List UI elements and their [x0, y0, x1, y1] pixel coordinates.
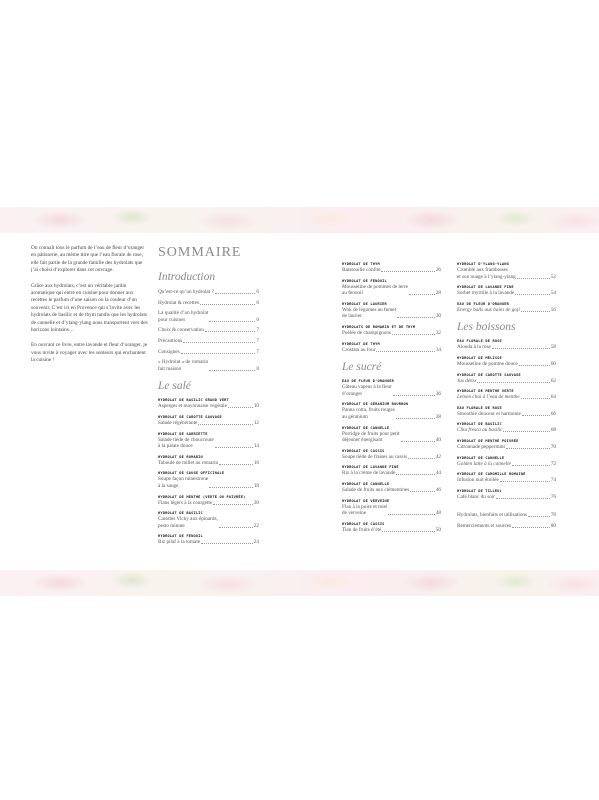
- page-number: 7: [256, 337, 259, 344]
- dot-leader: [393, 395, 435, 396]
- toc-entry: [158, 495, 259, 507]
- recipe-title: Mousseline de pommes de terre au fenouil: [342, 283, 408, 297]
- toc-entry: [342, 499, 441, 517]
- toc-line: [342, 504, 441, 517]
- toc-entry: [457, 456, 556, 468]
- recipe-title: Qu’est-ce qu’un hydrolat ?: [158, 289, 214, 295]
- recipe-title: Riz à la crème de lavande: [342, 470, 396, 477]
- hydrolat-heading: HYDROLAT DE SARRIETTE: [158, 431, 208, 436]
- page-number: 36: [435, 390, 441, 397]
- toc-line: [457, 477, 556, 484]
- recipe-title: Wok de légumes au fumet de laurier: [342, 306, 397, 320]
- hydrolat-heading: EAU FLORALE DE ROSE: [457, 339, 502, 344]
- recipe-title: Salade régénérante: [158, 419, 198, 426]
- page-number: 14: [253, 443, 259, 450]
- toc-line: [457, 290, 556, 297]
- toc-entry: [342, 522, 441, 534]
- hydrolat-heading: HYDROLAT DE LAVANDE FINE: [342, 465, 399, 470]
- toc-line: [158, 310, 259, 323]
- hydrolat-heading: HYDROLAT DE LAVANDE FINE: [457, 285, 514, 290]
- recipe-title: Crumble aux framboises et son nuage à l’ylang-ylang: [457, 267, 516, 280]
- recipe-title: Flan à la poire et miel de verveine: [342, 503, 388, 517]
- toc-line: [342, 347, 441, 354]
- floral-band-top: [0, 207, 599, 233]
- toc-line: [457, 267, 556, 280]
- recipe-title: Choix & conservation: [158, 327, 204, 334]
- page-number: 76: [550, 493, 556, 500]
- toc-line: [342, 487, 441, 494]
- dot-leader: [382, 531, 434, 532]
- page-number: 54: [550, 290, 556, 297]
- toc-line: [457, 444, 556, 451]
- toc-entry: [158, 471, 259, 489]
- toc-line: [457, 494, 556, 501]
- hydrolat-heading: HYDROLAT DE MÉLISSE: [457, 355, 502, 360]
- recipe-title: Smoothie douceur et harmonie: [457, 410, 521, 417]
- toc-line: [158, 349, 259, 356]
- dot-leader: [410, 491, 435, 492]
- dot-leader: [198, 424, 252, 425]
- page-number: 12: [253, 419, 259, 426]
- section-end: [457, 512, 556, 529]
- toc-entry: [342, 379, 441, 397]
- toc-entry: [457, 285, 556, 297]
- recipe-title: Café blanc du soir: [457, 493, 495, 500]
- recipe-title: Soupe façon minestrone à la sauge: [158, 476, 209, 489]
- toc-line: [158, 289, 259, 296]
- hydrolat-heading: HYDROLAT DE THYM: [342, 262, 380, 266]
- toc-line: [457, 427, 556, 434]
- recipe-title: Salade de fruits aux clémentines: [342, 486, 410, 493]
- toc-entry: [457, 472, 556, 484]
- hydrolat-heading: HYDROLAT DE BASILIC: [457, 422, 502, 427]
- dot-leader: [213, 504, 253, 505]
- hydrolat-heading: HYDROLAT D’YLANG-YLANG: [457, 262, 509, 266]
- page-number: 72: [550, 460, 556, 467]
- toc-line: [158, 539, 259, 546]
- toc-line: [158, 338, 259, 345]
- toc-entry: [158, 534, 259, 546]
- recipe-title: Hydrolats, bienfaits et utilisations: [457, 512, 528, 519]
- page-number: 6: [256, 316, 259, 323]
- page-number: 78: [550, 512, 556, 519]
- toc-entry: [342, 325, 441, 337]
- recipe-title: Asperges et mayonnaise végétale: [158, 403, 227, 410]
- toc-line: [342, 384, 441, 397]
- toc-column-3: [457, 262, 556, 538]
- recipe-title: Jus détox: [457, 377, 477, 384]
- page-number: 48: [435, 510, 441, 517]
- toc-line: [342, 527, 441, 534]
- dot-leader: [200, 304, 255, 305]
- section-boissons: [457, 321, 556, 500]
- page-number: 64: [550, 394, 556, 401]
- hydrolat-heading: HYDROLAT DE LAURIER: [342, 301, 387, 306]
- recipe-title: Hydrolat & recettes: [158, 299, 199, 306]
- section-sale: [158, 380, 259, 546]
- hydrolat-heading: HYDROLAT DE GÉRANIUM BOURBON: [342, 402, 409, 407]
- page-number: 30: [435, 313, 441, 320]
- recipe-title: Alouda à la rose: [457, 344, 491, 351]
- dot-leader: [209, 321, 255, 322]
- recipe-title: Crostata au four: [342, 346, 376, 353]
- recipe-title: La qualité d’un hydrolat pour cuisiner: [158, 310, 209, 323]
- hydrolat-heading: HYDROLAT DE CANNELLE: [342, 425, 390, 430]
- dot-leader: [512, 527, 550, 528]
- dot-leader: [392, 334, 435, 335]
- toc-line: [342, 284, 441, 297]
- toc-line: [457, 378, 556, 385]
- recipe-title: Gâteau vapeur à la fleur d’oranger: [342, 384, 392, 397]
- dot-leader: [500, 481, 550, 482]
- hydrolat-heading: HYDROLAT DE CASSIS: [342, 448, 385, 453]
- dot-leader: [506, 448, 550, 449]
- toc-entry: [342, 279, 441, 297]
- dot-leader: [376, 351, 434, 352]
- toc-line: [342, 407, 441, 420]
- toc-line: [158, 476, 259, 489]
- recipe-title: Consignes: [158, 348, 180, 355]
- dot-leader: [215, 447, 253, 448]
- page-number: 46: [435, 486, 441, 493]
- toc-entry: [158, 455, 259, 467]
- toc-entry: [457, 512, 556, 519]
- toc-line: [342, 330, 441, 337]
- toc-entry: [457, 389, 556, 401]
- toc-entry: [342, 426, 441, 444]
- page-number: 8: [256, 365, 259, 372]
- recipe-title: Salade tiède de choucroute à la patate douce: [158, 436, 214, 450]
- page-number: 66: [550, 410, 556, 417]
- toc-entry: [342, 449, 441, 461]
- toc-entry: [158, 415, 259, 427]
- dot-leader: [397, 317, 435, 318]
- page-number: 38: [435, 413, 441, 420]
- toc-line: [457, 523, 556, 530]
- toc-line: [158, 300, 259, 307]
- page-number: 44: [435, 470, 441, 477]
- recipe-title: Citronnade peppermint: [457, 443, 505, 450]
- recipe-title: Infusion nuit étoilée: [457, 477, 499, 484]
- dot-leader: [396, 474, 434, 475]
- toc-line: [158, 500, 259, 507]
- recipe-title: Porridge de fruits pour petit déjeuner énergisant: [342, 430, 400, 444]
- recipe-title: Mousseline de pomme douce: [457, 360, 518, 367]
- toc-entry: [158, 310, 259, 323]
- toc-column-1: [158, 245, 259, 554]
- toc-line: [158, 420, 259, 427]
- hydrolat-heading: HYDROLAT DE CANNELLE: [457, 455, 505, 460]
- recipe-title: Poêlée de champignons: [342, 329, 391, 336]
- toc-entry: [457, 373, 556, 385]
- toc-entry: [457, 523, 556, 530]
- hydrolat-heading: HYDROLAT DE SAUGE OFFICINALE: [158, 471, 225, 476]
- dot-leader: [209, 370, 255, 371]
- floral-band-bottom: [0, 570, 599, 596]
- toc-line: [342, 470, 441, 477]
- hydrolat-heading: HYDROLAT DE BASILIC: [158, 511, 203, 516]
- hydrolat-heading: EAU DE FLEUR D’ORANGER: [342, 379, 394, 384]
- page-number: 34: [435, 346, 441, 353]
- page-number: 16: [253, 459, 259, 466]
- recipe-title: Ratatouille confite: [342, 267, 381, 273]
- dot-leader: [219, 464, 253, 465]
- toc-entry: [457, 302, 556, 314]
- dot-leader: [512, 465, 550, 466]
- dot-leader: [496, 498, 550, 499]
- recipe-title: Chia fresca au basilic: [457, 427, 503, 434]
- toc-entry: [342, 465, 441, 477]
- toc-entry: [342, 302, 441, 320]
- toc-line: [457, 344, 556, 351]
- toc-entry: [158, 349, 259, 356]
- hydrolat-heading: HYDROLAT DE CAROTTE SAUVAGE: [158, 414, 222, 419]
- hydrolat-heading: HYDROLAT DE FENOUIL: [158, 534, 203, 539]
- section-introduction: [158, 271, 259, 372]
- toc-entry: [158, 359, 259, 372]
- dot-leader: [521, 311, 550, 312]
- hydrolat-heading: HYDROLAT DE FENOUIL: [342, 278, 387, 283]
- hydrolat-heading: HYDROLAT DE MENTHE POIVRÉE: [457, 438, 519, 443]
- hydrolat-heading: HYDROLAT DE CAMOMILLE ROMAINE: [457, 472, 526, 477]
- dot-leader: [528, 516, 550, 517]
- dot-leader: [515, 294, 549, 295]
- dot-leader: [517, 278, 550, 279]
- intro-text: [31, 245, 148, 373]
- dot-leader: [519, 365, 550, 366]
- page-number: 26: [435, 267, 441, 273]
- dot-leader: [381, 271, 434, 272]
- dot-leader: [201, 543, 253, 544]
- section-sucre: [342, 361, 441, 533]
- toc-line: [342, 307, 441, 320]
- toc-line: [158, 327, 259, 334]
- page-number: 56: [550, 306, 556, 313]
- page-number: 70: [550, 443, 556, 450]
- toc-entry: [457, 356, 556, 368]
- page-number: 28: [435, 290, 441, 297]
- dot-leader: [477, 382, 549, 383]
- recipe-title: Golden latte à la cannelle: [457, 460, 511, 467]
- recipe-title: Riz pilaf à la tomate: [158, 539, 201, 546]
- dot-leader: [503, 431, 549, 432]
- recipe-title: Energy balls aux baies de goji: [457, 306, 520, 313]
- toc-line: [158, 403, 259, 410]
- toc-entry: [457, 489, 556, 501]
- dot-leader: [215, 293, 256, 294]
- hydrolat-heading: HYDROLAT DE THYM: [342, 341, 380, 346]
- recipe-title: Remerciements et sources: [457, 522, 512, 529]
- toc-entry: [158, 289, 259, 296]
- toc-line: [457, 361, 556, 368]
- toc-line: [342, 454, 441, 461]
- recipe-title: « Hydrolat » de romarin fait maison: [158, 359, 209, 372]
- dot-leader: [522, 415, 550, 416]
- page-number: 40: [435, 437, 441, 444]
- toc-entry: [457, 422, 556, 434]
- recipe-title: Sorbet myrtille à la lavande: [457, 290, 515, 297]
- section-sale-continued: [342, 262, 441, 353]
- hydrolat-heading: EAU DE FLEUR D’ORANGER: [457, 301, 509, 306]
- page-number: 6: [256, 289, 259, 295]
- toc-line: [158, 460, 259, 467]
- dot-leader: [408, 458, 435, 459]
- hydrolat-heading: HYDROLAT DE TILLEUL: [457, 488, 502, 493]
- dot-leader: [183, 342, 255, 343]
- dot-leader: [209, 487, 253, 488]
- toc-entry: [457, 406, 556, 418]
- page-number: 74: [550, 477, 556, 484]
- dot-leader: [396, 418, 435, 419]
- hydrolat-heading: HYDROLAT DE ROMARIN: [158, 454, 203, 459]
- toc-line: [457, 411, 556, 418]
- dot-leader: [219, 527, 253, 528]
- page-number: 42: [435, 453, 441, 460]
- dot-leader: [521, 398, 550, 399]
- hydrolat-heading: HYDROLAT DE MENTHE (VERTE OU POIVRÉE): [158, 494, 246, 499]
- toc-entry: [158, 338, 259, 345]
- section-title: Les boissons: [457, 321, 516, 334]
- dot-leader: [181, 353, 256, 354]
- section-title: Introduction: [158, 271, 216, 283]
- recipe-title: Tian de fruits d’été: [342, 526, 382, 533]
- page-number: 68: [550, 427, 556, 434]
- dot-leader: [388, 514, 434, 515]
- page-number: 18: [253, 482, 259, 489]
- recipe-title: Taboulé de millet au romarin: [158, 459, 219, 466]
- page-number: 6: [256, 299, 259, 306]
- toc-entry: [457, 262, 556, 280]
- hydrolat-heading: HYDROLAT DE CANNELLE: [342, 481, 390, 486]
- hydrolat-heading: HYDROLAT DE BASILIC GRAND VERT: [158, 398, 229, 403]
- page-number: 62: [550, 377, 556, 384]
- section-title: Le sucré: [342, 361, 382, 374]
- toc-entry: [342, 482, 441, 494]
- page-number: 24: [253, 539, 259, 546]
- intro-paragraph: On connaît tous le parfum de l’eau de fleur d’oranger en pâtisserie, au même titre que l’eau florale de rose, elle fait partie de la grande famille des hydrolats que j’ai choisi d’explorer dans cet ouvrage.: [31, 245, 145, 274]
- toc-entry: [457, 439, 556, 451]
- toc-line: [457, 394, 556, 401]
- toc-entry: [158, 300, 259, 307]
- page-number: 7: [256, 327, 259, 334]
- page-number: 50: [435, 526, 441, 533]
- hydrolat-heading: HYDROLAT DE VERVEINE: [342, 498, 390, 503]
- toc-line: [158, 359, 259, 372]
- hydrolat-heading: HYDROLATS DE ROMARIN ET DE THYM: [342, 324, 416, 329]
- section-title: Le salé: [158, 380, 191, 393]
- toc-entry: [457, 339, 556, 351]
- toc-line: [457, 307, 556, 314]
- toc-entry: [342, 342, 441, 354]
- toc-column-2: [342, 262, 441, 541]
- toc-entry: [158, 511, 259, 529]
- page-number: 52: [550, 273, 556, 280]
- toc-line: [342, 431, 441, 444]
- recipe-title: Flans légers à la courgette: [158, 499, 213, 506]
- dot-leader: [205, 331, 256, 332]
- page-number: 22: [253, 522, 259, 529]
- toc-line: [158, 516, 259, 529]
- recipe-title: Carottes Vichy aux épinards, pesto minute: [158, 516, 218, 529]
- page-number: 58: [550, 344, 556, 351]
- toc-entry: [342, 402, 441, 420]
- intro-paragraph: En ouvrant ce livre, entre lavande et fleur d’oranger, je vous invite à voyager avec les senteurs qui enchantent la cuisine !: [31, 342, 148, 364]
- dot-leader: [409, 294, 435, 295]
- hydrolat-heading: EAU FLORALE DE ROSE: [457, 405, 502, 410]
- toc-entry: [158, 398, 259, 410]
- toc-entry: [158, 327, 259, 334]
- toc-line: [342, 267, 441, 274]
- dot-leader: [401, 441, 435, 442]
- toc-line: [457, 461, 556, 468]
- hydrolat-heading: HYDROLAT DE MENTHE VERTE: [457, 389, 514, 394]
- page-number: 32: [435, 329, 441, 336]
- recipe-title: Panna cotta, fruits rouges au géranium: [342, 407, 395, 420]
- dot-leader: [228, 407, 253, 408]
- intro-paragraph: Grâce aux hydrolats, c’est un véritable jardin aromatique qui entre en cuisine pour donner aux recettes le parfum d’une saison ou la couleur d’un souvenir. C’est ici en Provence qui s’invite avec les hydrolats de basilic et de thym tandis que les hydrolats de cannelle et d’ylang-ylang nous transportent vers des horizons lointains…: [31, 282, 148, 334]
- hydrolat-heading: HYDROLAT DE CAROTTE SAUVAGE: [457, 372, 521, 377]
- toc-entry: [158, 432, 259, 450]
- page-number: 60: [550, 360, 556, 367]
- page-number: 80: [550, 522, 556, 529]
- page-number: 10: [253, 403, 259, 410]
- page-title: SOMMAIRE: [158, 245, 242, 260]
- dot-leader: [492, 348, 550, 349]
- page-number: 7: [256, 348, 259, 355]
- page-number: 20: [253, 499, 259, 506]
- toc-entry: [342, 262, 441, 274]
- toc-line: [158, 437, 259, 450]
- recipe-title: Précautions: [158, 337, 183, 344]
- toc-line: [457, 512, 556, 519]
- recipe-title: Soupe tiède de fraises au cassis: [342, 453, 407, 460]
- hydrolat-heading: HYDROLAT DE CASSIS: [342, 521, 385, 526]
- recipe-title: Lemon chai à l’eau de menthe: [457, 394, 520, 401]
- section-sucre-continued: [457, 262, 556, 313]
